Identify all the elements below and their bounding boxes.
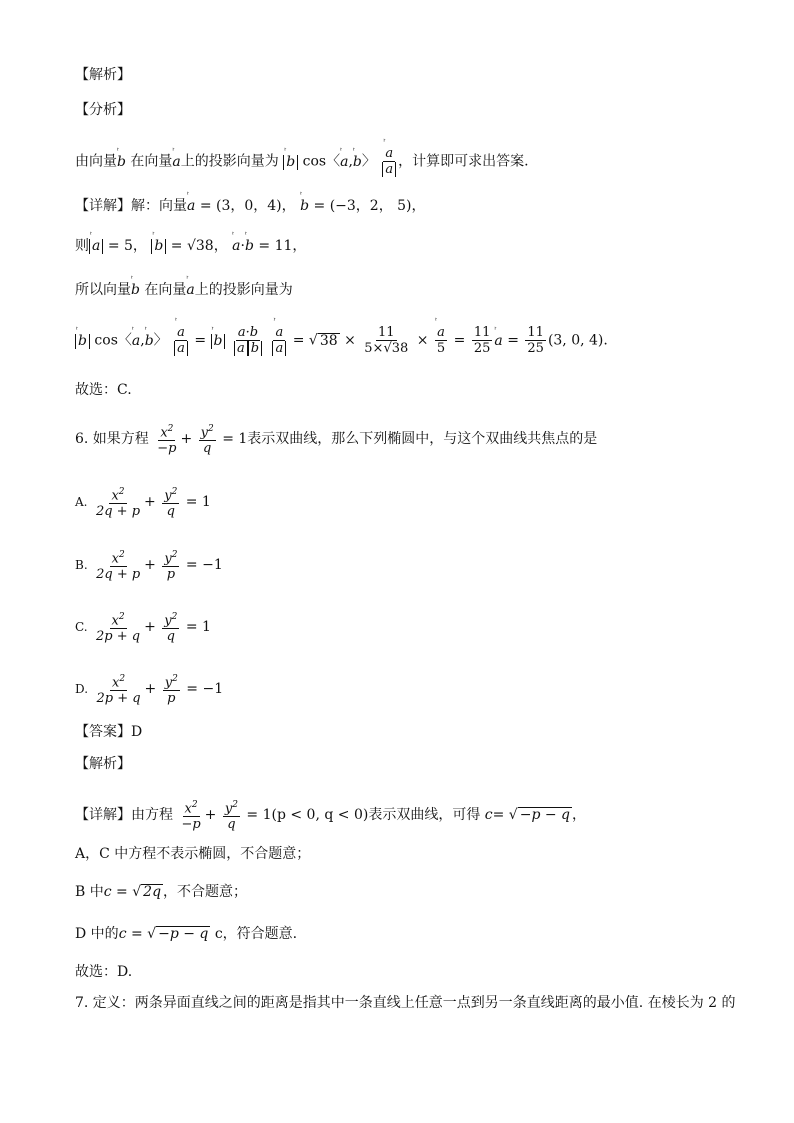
answer-choice-c: 故选：C. bbox=[75, 382, 132, 398]
section-analysis-label: 【解析】 bbox=[75, 67, 131, 83]
answer-choice-d: 故选：D. bbox=[75, 964, 133, 980]
option-a: A. $\frac{x^2}{2q + p}$ + $\frac{y^2}{q}$ = 1 bbox=[75, 487, 211, 520]
answer-label: 【答案】D bbox=[75, 724, 143, 740]
detail-line-2: 则ͬ a = 5， ͬ b = √38， ͬ a·ͬ b = 11， bbox=[75, 236, 306, 256]
detail-line-1: 【详解】解：向量ͬ a = (3，0，4)， ͬ b = (−3，2， 5)， bbox=[75, 196, 426, 216]
detail-2-line-1: 【详解】由方程 $\frac{x^2}{-p}$ + $\frac{y^2}{q}$ = 1(p < 0, q < 0)表示双曲线，可得 c= √ −p − q ， bbox=[75, 800, 587, 833]
detail-2-line-4: D 中的c = √ −p − q c，符合题意. bbox=[75, 926, 298, 942]
option-b: B. $\frac{x^2}{2q + p}$ + $\frac{y^2}{p}$ = −1 bbox=[75, 550, 223, 583]
detail-2-line-2: A，C 中方程不表示椭圆，不合题意； bbox=[75, 846, 311, 862]
option-c: C. $\frac{x^2}{2p + q}$ + $\frac{y^2}{q}$ = 1 bbox=[75, 612, 211, 645]
option-d: D. $\frac{x^2}{2p + q}$ + $\frac{y^2}{p}$ = −1 bbox=[75, 674, 224, 707]
question-6: 6. 如果方程 $\frac{x^2}{-p}$ + $\frac{y^2}{q}$ = 1表示双曲线，那么下列椭圆中，与这个双曲线共焦点的是 bbox=[75, 424, 598, 457]
question-7: 7. 定义：两条异面直线之间的距离是指其中一条直线上任意一点到另一条直线距离的最小值. 在棱长为 2 的 bbox=[75, 995, 736, 1011]
projection-formula: ͬ b cos〈ͬ a,ͬ b〉 ͬ $\frac{a}{a}$ = ͬ b $\frac{a\cdot b}{\text{a b}}$ ͬ $\frac{a}{a}$ = √ 38 × $\frac{11}{5\times√38}$ × ͬ $\frac{a}{5}$ = $\frac{11}{25}$ ͬ a = $\frac{11}{25}$ (3, 0, 4). bbox=[75, 325, 608, 356]
analysis-text: 由向量ͬ b 在向量ͬ a上的投影向量为 ͬ b cos〈ͬ a,ͬ b〉 ͬ $\frac{a}{a}$ ，计算即可求出答案. bbox=[75, 146, 529, 177]
section-analysis-label-2: 【解析】 bbox=[75, 756, 131, 772]
section-fenxi-label: 【分析】 bbox=[75, 102, 131, 118]
detail-2-line-3: B 中c = √ 2q ，不合题意； bbox=[75, 884, 248, 900]
detail-line-3: 所以向量ͬ b 在向量ͬ a上的投影向量为 bbox=[75, 280, 293, 300]
